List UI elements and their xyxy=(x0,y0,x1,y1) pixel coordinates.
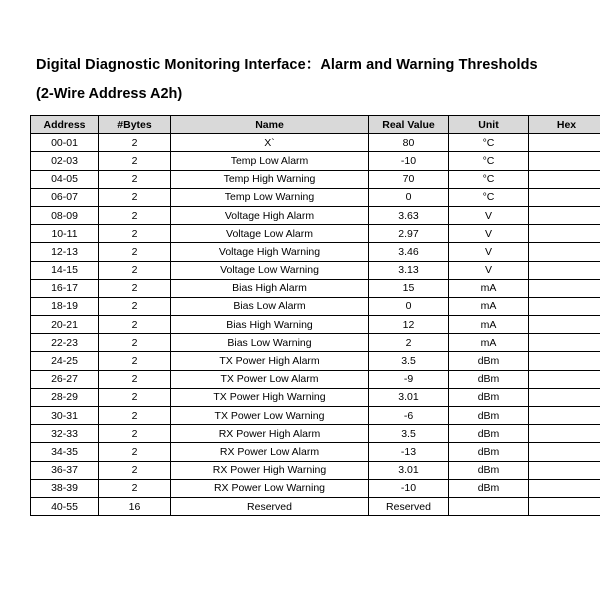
cell-name: Reserved xyxy=(171,497,369,515)
cell-bytes: 2 xyxy=(99,297,171,315)
cell-bytes: 2 xyxy=(99,352,171,370)
cell-hex xyxy=(529,407,600,425)
table-body xyxy=(31,134,600,516)
cell-real-value: 2 xyxy=(369,334,449,352)
cell-unit: dBm xyxy=(449,443,529,461)
cell-real-value: 3.63 xyxy=(369,206,449,224)
cell-unit: mA xyxy=(449,334,529,352)
cell-unit: dBm xyxy=(449,425,529,443)
cell-real-value: -10 xyxy=(369,479,449,497)
table-row xyxy=(31,243,600,261)
cell-real-value: -13 xyxy=(369,443,449,461)
cell-real-value: -6 xyxy=(369,407,449,425)
cell-address: 04-05 xyxy=(31,170,99,188)
cell-bytes: 2 xyxy=(99,479,171,497)
cell-address: 22-23 xyxy=(31,334,99,352)
cell-address: 32-33 xyxy=(31,425,99,443)
cell-unit: mA xyxy=(449,316,529,334)
table-row xyxy=(31,497,600,515)
cell-unit: dBm xyxy=(449,407,529,425)
cell-unit xyxy=(449,497,529,515)
cell-hex xyxy=(529,425,600,443)
cell-name: RX Power Low Warning xyxy=(171,479,369,497)
cell-address: 14-15 xyxy=(31,261,99,279)
cell-real-value: 70 xyxy=(369,170,449,188)
cell-name: Voltage High Alarm xyxy=(171,206,369,224)
cell-unit: V xyxy=(449,225,529,243)
cell-unit: °C xyxy=(449,152,529,170)
cell-real-value: 3.01 xyxy=(369,461,449,479)
cell-hex xyxy=(529,479,600,497)
table-header xyxy=(31,116,600,134)
cell-unit: °C xyxy=(449,134,529,152)
cell-hex xyxy=(529,188,600,206)
cell-hex xyxy=(529,388,600,406)
cell-hex xyxy=(529,497,600,515)
cell-address: 38-39 xyxy=(31,479,99,497)
cell-hex xyxy=(529,334,600,352)
cell-real-value: -10 xyxy=(369,152,449,170)
cell-name: Voltage Low Alarm xyxy=(171,225,369,243)
cell-bytes: 2 xyxy=(99,461,171,479)
cell-bytes: 2 xyxy=(99,334,171,352)
cell-hex xyxy=(529,152,600,170)
cell-address: 40-55 xyxy=(31,497,99,515)
cell-address: 30-31 xyxy=(31,407,99,425)
cell-real-value: 12 xyxy=(369,316,449,334)
cell-address: 34-35 xyxy=(31,443,99,461)
cell-bytes: 2 xyxy=(99,388,171,406)
cell-real-value: -9 xyxy=(369,370,449,388)
cell-bytes: 2 xyxy=(99,443,171,461)
cell-name: TX Power Low Alarm xyxy=(171,370,369,388)
column-header-address: Address xyxy=(31,116,99,134)
cell-hex xyxy=(529,170,600,188)
cell-real-value: 15 xyxy=(369,279,449,297)
cell-hex xyxy=(529,225,600,243)
cell-unit: dBm xyxy=(449,370,529,388)
table-row xyxy=(31,334,600,352)
table-row xyxy=(31,134,600,152)
cell-unit: dBm xyxy=(449,479,529,497)
cell-unit: mA xyxy=(449,279,529,297)
cell-address: 24-25 xyxy=(31,352,99,370)
table-row xyxy=(31,479,600,497)
column-header-unit: Unit xyxy=(449,116,529,134)
table-row xyxy=(31,352,600,370)
table-row xyxy=(31,206,600,224)
cell-unit: V xyxy=(449,261,529,279)
cell-real-value: 3.01 xyxy=(369,388,449,406)
cell-unit: °C xyxy=(449,170,529,188)
cell-bytes: 2 xyxy=(99,279,171,297)
cell-hex xyxy=(529,461,600,479)
column-header-name: Name xyxy=(171,116,369,134)
table-row xyxy=(31,261,600,279)
cell-bytes: 2 xyxy=(99,243,171,261)
column-header-real-value: Real Value xyxy=(369,116,449,134)
cell-name: Temp Low Alarm xyxy=(171,152,369,170)
cell-address: 10-11 xyxy=(31,225,99,243)
cell-name: Bias Low Alarm xyxy=(171,297,369,315)
column-header-bytes: #Bytes xyxy=(99,116,171,134)
table-row xyxy=(31,461,600,479)
cell-bytes: 2 xyxy=(99,225,171,243)
cell-name: Voltage Low Warning xyxy=(171,261,369,279)
page-title: Digital Diagnostic Monitoring Interface：Alarm and Warning Thresholds xyxy=(36,57,538,73)
cell-bytes: 2 xyxy=(99,206,171,224)
cell-name: X` xyxy=(171,134,369,152)
cell-unit: V xyxy=(449,243,529,261)
cell-name: RX Power Low Alarm xyxy=(171,443,369,461)
cell-real-value: 2.97 xyxy=(369,225,449,243)
cell-name: Temp High Warning xyxy=(171,170,369,188)
cell-real-value: 3.46 xyxy=(369,243,449,261)
table-row xyxy=(31,225,600,243)
cell-name: RX Power High Alarm xyxy=(171,425,369,443)
cell-unit: dBm xyxy=(449,352,529,370)
cell-unit: dBm xyxy=(449,461,529,479)
cell-address: 06-07 xyxy=(31,188,99,206)
cell-address: 36-37 xyxy=(31,461,99,479)
cell-hex xyxy=(529,243,600,261)
cell-unit: V xyxy=(449,206,529,224)
cell-hex xyxy=(529,443,600,461)
table-row xyxy=(31,316,600,334)
table-row xyxy=(31,443,600,461)
cell-name: Bias High Alarm xyxy=(171,279,369,297)
cell-real-value: Reserved xyxy=(369,497,449,515)
cell-name: Temp Low Warning xyxy=(171,188,369,206)
cell-name: Bias High Warning xyxy=(171,316,369,334)
cell-name: TX Power Low Warning xyxy=(171,407,369,425)
cell-hex xyxy=(529,279,600,297)
table-row xyxy=(31,425,600,443)
cell-name: TX Power High Alarm xyxy=(171,352,369,370)
cell-bytes: 2 xyxy=(99,170,171,188)
cell-hex xyxy=(529,297,600,315)
cell-bytes: 2 xyxy=(99,134,171,152)
cell-real-value: 3.5 xyxy=(369,352,449,370)
cell-hex xyxy=(529,261,600,279)
table-row xyxy=(31,152,600,170)
cell-real-value: 0 xyxy=(369,188,449,206)
cell-bytes: 2 xyxy=(99,261,171,279)
cell-address: 00-01 xyxy=(31,134,99,152)
table-row xyxy=(31,170,600,188)
cell-hex xyxy=(529,316,600,334)
table-row xyxy=(31,370,600,388)
thresholds-table xyxy=(30,115,600,516)
table-row xyxy=(31,279,600,297)
header-row xyxy=(31,116,600,134)
cell-bytes: 2 xyxy=(99,370,171,388)
cell-name: TX Power High Warning xyxy=(171,388,369,406)
cell-name: Bias Low Warning xyxy=(171,334,369,352)
page-subtitle: (2-Wire Address A2h) xyxy=(36,86,183,102)
cell-name: RX Power High Warning xyxy=(171,461,369,479)
cell-hex xyxy=(529,206,600,224)
cell-address: 16-17 xyxy=(31,279,99,297)
cell-real-value: 80 xyxy=(369,134,449,152)
cell-address: 28-29 xyxy=(31,388,99,406)
cell-hex xyxy=(529,352,600,370)
cell-address: 02-03 xyxy=(31,152,99,170)
cell-address: 18-19 xyxy=(31,297,99,315)
cell-address: 12-13 xyxy=(31,243,99,261)
cell-bytes: 2 xyxy=(99,316,171,334)
table-row xyxy=(31,188,600,206)
cell-bytes: 2 xyxy=(99,425,171,443)
cell-hex xyxy=(529,370,600,388)
table-row xyxy=(31,297,600,315)
cell-address: 08-09 xyxy=(31,206,99,224)
table-row xyxy=(31,388,600,406)
cell-address: 20-21 xyxy=(31,316,99,334)
column-header-hex: Hex xyxy=(529,116,600,134)
cell-unit: dBm xyxy=(449,388,529,406)
cell-address: 26-27 xyxy=(31,370,99,388)
table-row xyxy=(31,407,600,425)
cell-bytes: 2 xyxy=(99,152,171,170)
cell-name: Voltage High Warning xyxy=(171,243,369,261)
cell-unit: mA xyxy=(449,297,529,315)
cell-real-value: 3.13 xyxy=(369,261,449,279)
cell-bytes: 2 xyxy=(99,188,171,206)
cell-real-value: 3.5 xyxy=(369,425,449,443)
cell-bytes: 2 xyxy=(99,407,171,425)
cell-real-value: 0 xyxy=(369,297,449,315)
cell-hex xyxy=(529,134,600,152)
cell-bytes: 16 xyxy=(99,497,171,515)
cell-unit: °C xyxy=(449,188,529,206)
